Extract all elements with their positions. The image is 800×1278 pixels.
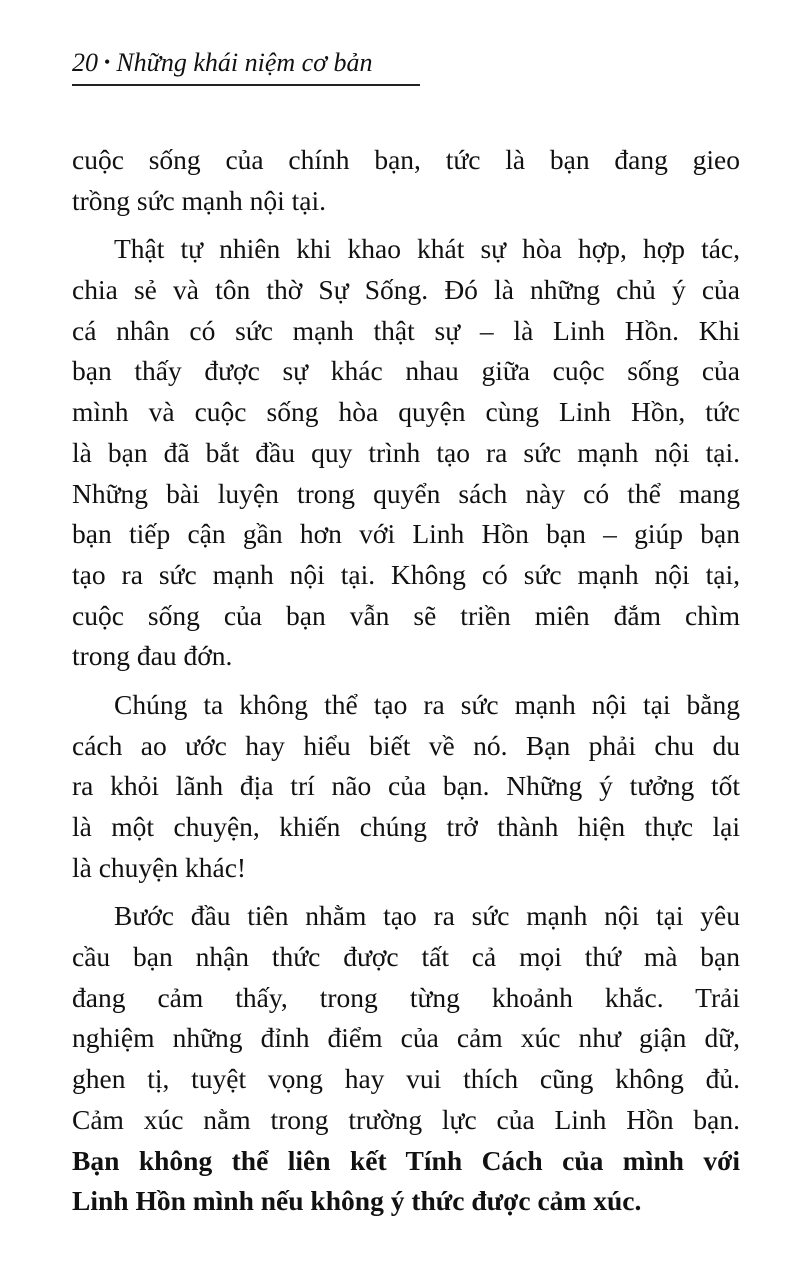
bold-text-line: Linh Hồn mình nếu không ý thức được cảm xúc. <box>72 1185 642 1217</box>
text-line: trong đau đớn. <box>72 640 233 672</box>
text-line: là một chuyện, khiến chúng trở thành hiện thực lại <box>72 811 740 842</box>
text-line: cuộc sống của bạn vẫn sẽ triền miên đắm chìm <box>72 599 740 631</box>
running-header <box>72 46 420 86</box>
text-line: Thật tự nhiên khi khao khát sự hòa hợp, hợp tác, <box>114 233 740 265</box>
text-line: là chuyện khác! <box>72 851 247 883</box>
page-number: 20 <box>72 48 98 77</box>
paragraph-3 <box>72 685 740 888</box>
paragraph-2 <box>72 229 740 677</box>
text-line: trồng sức mạnh nội tại. <box>72 184 326 216</box>
text-line: nghiệm những đỉnh điểm của cảm xúc như giận dữ, <box>72 1022 740 1054</box>
text-line: Bước đầu tiên nhằm tạo ra sức mạnh nội tại yêu <box>114 900 740 932</box>
text-line: chia sẻ và tôn thờ Sự Sống. Đó là những chủ ý của <box>72 274 740 306</box>
header-separator: • <box>104 52 111 72</box>
text-line: cầu bạn nhận thức được tất cả mọi thứ mà bạn <box>72 941 740 973</box>
paragraph-4 <box>72 896 740 1222</box>
text-line: cá nhân có sức mạnh thật sự – là Linh Hồn. Khi <box>72 314 740 346</box>
text-line: ra khỏi lãnh địa trí não của bạn. Những ý tưởng tốt <box>72 770 740 802</box>
text-line: tạo ra sức mạnh nội tại. Không có sức mạnh nội tại, <box>72 558 740 590</box>
text-line: Những bài luyện trong quyển sách này có thể mang <box>72 477 740 509</box>
body-text <box>72 140 740 1222</box>
text-line: đang cảm thấy, trong từng khoảnh khắc. Trải <box>72 981 740 1013</box>
text-line: Chúng ta không thể tạo ra sức mạnh nội tại bằng <box>114 688 740 720</box>
text-line: bạn tiếp cận gần hơn với Linh Hồn bạn – giúp bạn <box>72 518 740 550</box>
bold-text-line: Bạn không thể liên kết Tính Cách của mình với <box>72 1144 740 1176</box>
chapter-title: Những khái niệm cơ bản <box>116 48 373 77</box>
paragraph-1 <box>72 140 740 221</box>
text-line: cuộc sống của chính bạn, tức là bạn đang gieo <box>72 144 740 175</box>
text-line: mình và cuộc sống hòa quyện cùng Linh Hồn, tức <box>72 396 740 428</box>
text-line: cách ao ước hay hiểu biết về nó. Bạn phải chu du <box>72 729 740 761</box>
text-line: bạn thấy được sự khác nhau giữa cuộc sống của <box>72 355 740 387</box>
text-line: ghen tị, tuyệt vọng hay vui thích cũng không đủ. <box>72 1063 740 1095</box>
text-line: Cảm xúc nằm trong trường lực của Linh Hồn bạn. <box>72 1103 740 1135</box>
text-line: là bạn đã bắt đầu quy trình tạo ra sức mạnh nội tại. <box>72 436 740 468</box>
